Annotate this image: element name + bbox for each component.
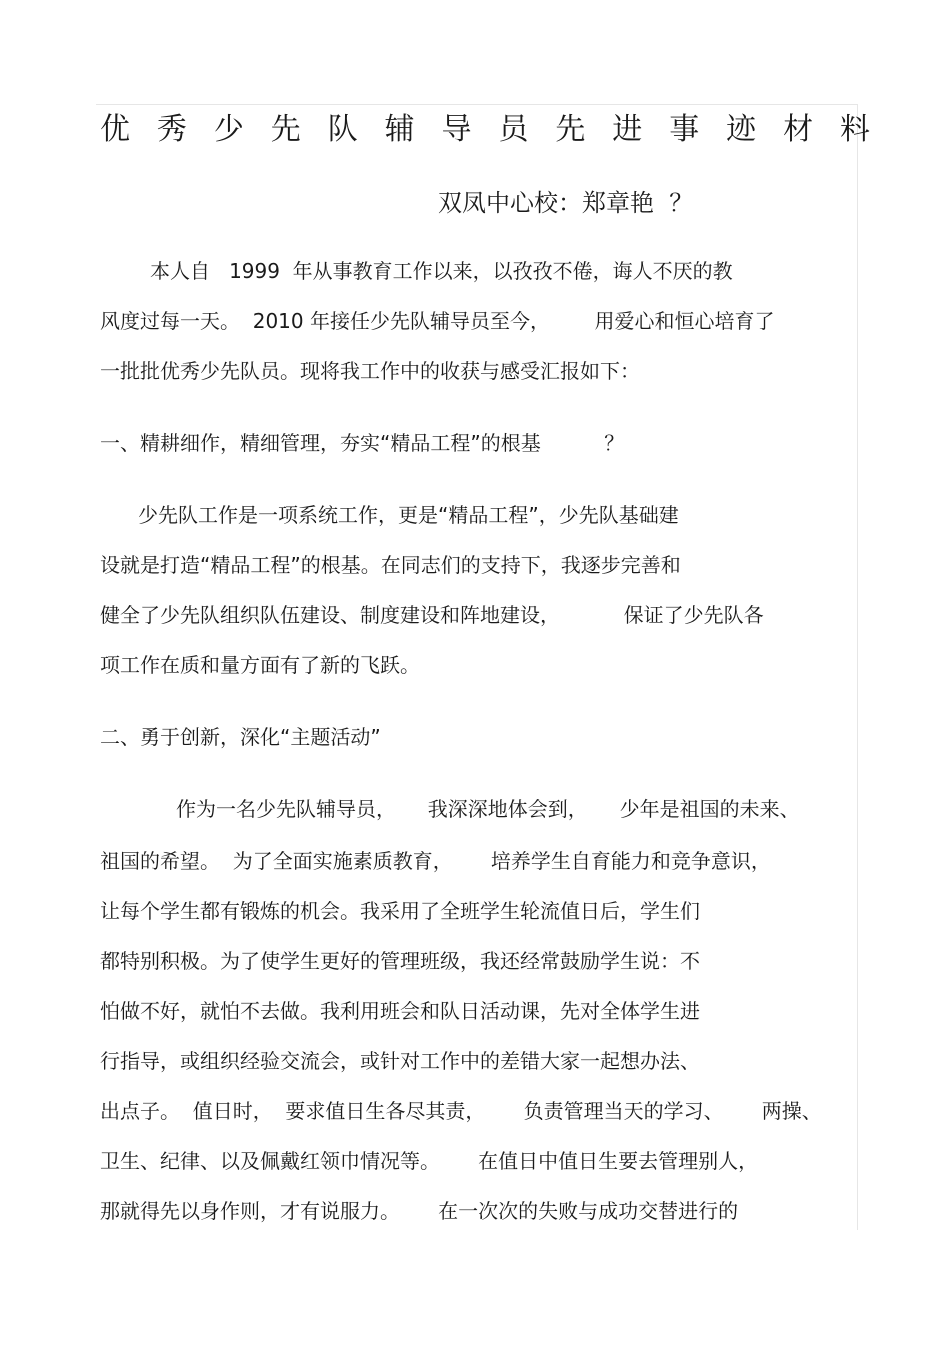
- body-line: 出点子。 值日时， 要求值日生各尽其责， 负责管理当天的学习、 两操、: [100, 1099, 822, 1123]
- body-line: 风度过每一天。 2010 年接任少先队辅导员至今， 用爱心和恒心培育了: [100, 309, 775, 333]
- title-char: 队: [327, 112, 358, 147]
- title-char: 优: [100, 112, 130, 147]
- body-line: 健全了少先队组织队伍建设、制度建设和阵地建设， 保证了少先队各: [100, 603, 764, 627]
- section-heading: 一、精耕细作，精细管理，夯实“精品工程”的根基 ？: [100, 431, 625, 455]
- title-char: 辅: [384, 112, 415, 147]
- title-char: 材: [783, 112, 814, 147]
- body-line: 让每个学生都有锻炼的机会。我采用了全班学生轮流值日后，学生们: [100, 899, 700, 923]
- body-line: 那就得先以身作则，才有说服力。 在一次次的失败与成功交替进行的: [100, 1199, 739, 1223]
- body-line: 行指导，或组织经验交流会，或针对工作中的差错大家一起想办法、: [100, 1049, 700, 1073]
- body-line: 项工作在质和量方面有了新的飞跃。: [100, 653, 420, 677]
- body-line: 设就是打造“精品工程”的根基。在同志们的支持下，我逐步完善和: [100, 553, 681, 577]
- body-line: 怕做不好，就怕不去做。我利用班会和队日活动课，先对全体学生进: [100, 999, 700, 1023]
- title-char: 料: [839, 112, 870, 147]
- author-line: 双凤中心校：郑章艳 ？: [438, 189, 694, 217]
- title-char: 少: [213, 112, 244, 147]
- title-char: 进: [612, 112, 643, 147]
- body-line: 少先队工作是一项系统工作，更是“精品工程”，少先队基础建: [138, 503, 679, 527]
- body-line: 本人自 1999 年从事教育工作以来，以孜孜不倦，诲人不厌的教: [150, 259, 733, 283]
- title-char: 员: [498, 112, 529, 147]
- body-line: 卫生、纪律、以及佩戴红领巾情况等。 在值日中值日生要去管理别人，: [100, 1149, 759, 1173]
- body-line: 一批批优秀少先队员。现将我工作中的收获与感受汇报如下：: [100, 359, 640, 383]
- section-heading: 二、勇于创新，深化“主题活动”: [100, 725, 381, 749]
- title-char: 先: [270, 112, 301, 147]
- body-line: 作为一名少先队辅导员， 我深深地体会到， 少年是祖国的未来、: [176, 797, 800, 821]
- body-line: 祖国的希望。 为了全面实施素质教育， 培养学生自育能力和竞争意识，: [100, 849, 771, 873]
- body-line: 都特别积极。为了使学生更好的管理班级，我还经常鼓励学生说：不: [100, 949, 700, 973]
- title-char: 事: [669, 112, 700, 147]
- title-char: 先: [555, 112, 586, 147]
- title-char: 秀: [156, 112, 187, 147]
- title-char: 迹: [726, 112, 757, 147]
- title-char: 导: [441, 112, 472, 147]
- document-title: [100, 108, 870, 152]
